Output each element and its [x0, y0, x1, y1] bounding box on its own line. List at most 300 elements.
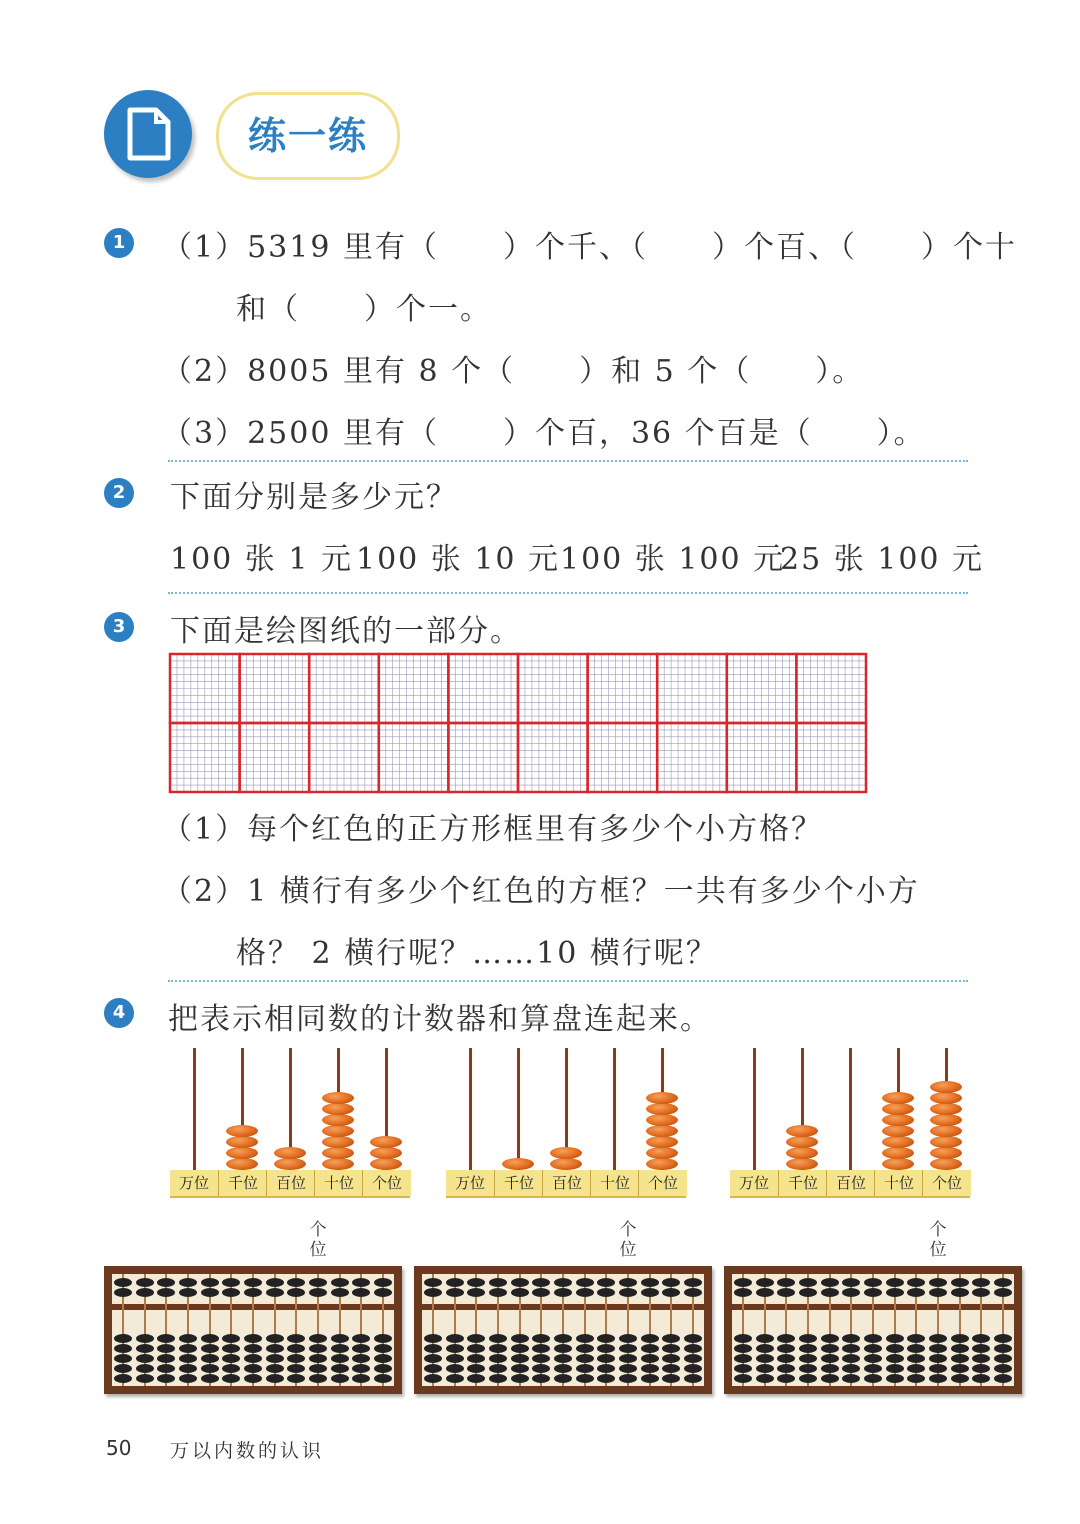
abacus-bead: [244, 1334, 262, 1343]
counter-rod: [613, 1048, 616, 1172]
abacus-bead: [929, 1344, 947, 1353]
abacus-bead: [886, 1288, 904, 1297]
abacus-bead: [576, 1374, 594, 1383]
q1-part1-line2: 和（ ）个一。: [236, 292, 492, 327]
abacus-bead: [136, 1288, 154, 1297]
abacus-bead: [201, 1354, 219, 1363]
abacus-bead: [864, 1278, 882, 1287]
abacus-bead: [619, 1334, 637, 1343]
abacus-bead: [114, 1354, 132, 1363]
abacus-bead: [662, 1354, 680, 1363]
abacus-bead: [222, 1278, 240, 1287]
abacus-bead: [734, 1344, 752, 1353]
abacus-bead: [756, 1334, 774, 1343]
abacus-bead: [951, 1288, 969, 1297]
abacus-bead: [287, 1334, 305, 1343]
abacus-bead: [374, 1354, 392, 1363]
place-label-bar: [446, 1170, 686, 1198]
place-label: 千位: [218, 1170, 267, 1196]
place-label: 万位: [170, 1170, 218, 1196]
abacus-bead: [467, 1364, 485, 1373]
abacus-bead: [309, 1334, 327, 1343]
abacus-bead: [756, 1344, 774, 1353]
abacus-bead: [576, 1344, 594, 1353]
abacus-bead: [136, 1374, 154, 1383]
place-label: 百位: [826, 1170, 875, 1196]
counter-bead: [882, 1125, 914, 1137]
abacus-label: 个位: [619, 1220, 637, 1260]
abacus-bead: [352, 1364, 370, 1373]
abacus-bead: [532, 1354, 550, 1363]
abacus-bead: [201, 1278, 219, 1287]
abacus-bead: [619, 1374, 637, 1383]
counter-bead: [226, 1158, 258, 1170]
abacus-bead: [446, 1288, 464, 1297]
counter-rod: [469, 1048, 472, 1172]
abacus-bead: [352, 1354, 370, 1363]
abacus-bead: [244, 1364, 262, 1373]
place-label: 千位: [494, 1170, 543, 1196]
abacus-bead: [554, 1334, 572, 1343]
abacus-bead: [951, 1344, 969, 1353]
abacus-bead: [799, 1334, 817, 1343]
abacus-bead: [929, 1288, 947, 1297]
counter-bead: [226, 1147, 258, 1159]
abacus-bead: [266, 1374, 284, 1383]
counter-bead: [930, 1125, 962, 1137]
abacus-bead: [777, 1278, 795, 1287]
abacus-bead: [179, 1354, 197, 1363]
abacus-bead: [136, 1364, 154, 1373]
abacus-bead: [886, 1364, 904, 1373]
abacus-bead: [424, 1374, 442, 1383]
abacus-bead: [309, 1354, 327, 1363]
counter-bead: [930, 1114, 962, 1126]
counter-bead: [786, 1147, 818, 1159]
counter-rod: [753, 1048, 756, 1172]
counter-bead: [322, 1125, 354, 1137]
abacus-bead: [511, 1364, 529, 1373]
place-label: 千位: [778, 1170, 827, 1196]
graph-paper: [168, 652, 868, 794]
abacus-bead: [662, 1278, 680, 1287]
abacus-bead: [114, 1288, 132, 1297]
header-icon: [104, 90, 192, 178]
counter: [446, 1044, 686, 1198]
abacus-bead: [972, 1354, 990, 1363]
abacus-bead: [331, 1354, 349, 1363]
counter-bead: [370, 1136, 402, 1148]
abacus-bead: [619, 1344, 637, 1353]
abacus-bead: [734, 1364, 752, 1373]
abacus-bead: [424, 1288, 442, 1297]
chapter-title: 万以内数的认识: [170, 1440, 325, 1462]
abacus-bead: [532, 1364, 550, 1373]
counter-bead: [786, 1158, 818, 1170]
abacus-bead: [929, 1278, 947, 1287]
abacus-bead: [489, 1278, 507, 1287]
abacus-bead: [114, 1374, 132, 1383]
abacus-bead: [467, 1344, 485, 1353]
abacus-bead: [489, 1288, 507, 1297]
abacus-bead: [446, 1278, 464, 1287]
abacus-bead: [554, 1278, 572, 1287]
abacus-bead: [266, 1334, 284, 1343]
abacus-bead: [201, 1344, 219, 1353]
abacus-bead: [489, 1374, 507, 1383]
abacus-bead: [576, 1334, 594, 1343]
abacus-bead: [374, 1288, 392, 1297]
abacus-bead: [799, 1374, 817, 1383]
q2-item: 100 张 10 元: [356, 542, 561, 577]
abacus-bead: [489, 1334, 507, 1343]
abacus-bead: [266, 1344, 284, 1353]
abacus-bead: [374, 1334, 392, 1343]
place-label: 百位: [542, 1170, 591, 1196]
abacus-bead: [136, 1334, 154, 1343]
abacus-bead: [244, 1278, 262, 1287]
abacus-bead: [662, 1344, 680, 1353]
abacus-bead: [532, 1334, 550, 1343]
abacus-bead: [157, 1334, 175, 1343]
abacus-bead: [994, 1278, 1012, 1287]
abacus-bead: [641, 1334, 659, 1343]
abacus-bead: [842, 1344, 860, 1353]
abacus-bead: [734, 1374, 752, 1383]
abacus-bead: [446, 1334, 464, 1343]
abacus-bead: [532, 1374, 550, 1383]
document-icon: [104, 90, 192, 178]
abacus-bead: [532, 1344, 550, 1353]
abacus-bead: [756, 1364, 774, 1373]
abacus-bead: [511, 1278, 529, 1287]
abacus-bead: [222, 1344, 240, 1353]
counter-bead: [882, 1147, 914, 1159]
abacus-bead: [446, 1344, 464, 1353]
abacus-bead: [821, 1288, 839, 1297]
q2-item: 100 张 1 元: [170, 542, 353, 577]
place-label: 万位: [446, 1170, 494, 1196]
abacus-bead: [777, 1374, 795, 1383]
abacus-bead: [287, 1374, 305, 1383]
counter-bead: [274, 1158, 306, 1170]
abacus-bead: [424, 1364, 442, 1373]
counter-bead: [882, 1158, 914, 1170]
abacus-bead: [309, 1288, 327, 1297]
counter-rod: [193, 1048, 196, 1172]
q2-item: 25 张 100 元: [780, 542, 985, 577]
question-number: 1: [104, 228, 134, 258]
abacus-bead: [467, 1278, 485, 1287]
abacus-bead: [684, 1374, 702, 1383]
q2-item: 100 张 100 元: [560, 542, 786, 577]
place-label: 十位: [874, 1170, 923, 1196]
abacus-label: 个位: [309, 1220, 327, 1260]
abacus-bead: [201, 1364, 219, 1373]
abacus-bead: [734, 1288, 752, 1297]
counter: [730, 1044, 970, 1198]
abacus-bead: [287, 1344, 305, 1353]
q1-part2: （2）8005 里有 8 个（ ）和 5 个（ ）。: [162, 354, 865, 389]
abacus-bead: [157, 1354, 175, 1363]
abacus-bead: [114, 1334, 132, 1343]
abacus-bead: [179, 1334, 197, 1343]
abacus-bead: [864, 1354, 882, 1363]
abacus-bead: [331, 1344, 349, 1353]
abacus-bead: [886, 1344, 904, 1353]
abacus-bead: [597, 1278, 615, 1287]
abacus-bead: [554, 1354, 572, 1363]
abacus-bead: [266, 1288, 284, 1297]
abacus-bead: [799, 1344, 817, 1353]
abacus-bead: [907, 1374, 925, 1383]
abacus-bead: [907, 1354, 925, 1363]
abacus-bead: [864, 1364, 882, 1373]
abacus-bead: [864, 1344, 882, 1353]
abacus-bead: [179, 1374, 197, 1383]
abacus-bead: [619, 1354, 637, 1363]
counter-bead: [786, 1136, 818, 1148]
abacus-bead: [821, 1364, 839, 1373]
abacus-bead: [309, 1364, 327, 1373]
abacus-bead: [864, 1374, 882, 1383]
q4-prompt: 把表示相同数的计数器和算盘连起来。: [168, 1002, 712, 1037]
abacus-bead: [886, 1354, 904, 1363]
abacus-bead: [994, 1334, 1012, 1343]
abacus-bead: [756, 1374, 774, 1383]
counter-bead: [930, 1136, 962, 1148]
abacus-bead: [266, 1278, 284, 1287]
abacus-bead: [331, 1278, 349, 1287]
abacus-bead: [424, 1334, 442, 1343]
abacus-bead: [331, 1334, 349, 1343]
counter-bead: [322, 1103, 354, 1115]
abacus-bead: [929, 1374, 947, 1383]
abacus-bead: [907, 1344, 925, 1353]
abacus-bead: [244, 1354, 262, 1363]
abacus-label: 个位: [929, 1220, 947, 1260]
counter-bead: [646, 1092, 678, 1104]
abacus-bead: [222, 1364, 240, 1373]
abacus-bead: [799, 1364, 817, 1373]
abacus-bead: [821, 1374, 839, 1383]
counter-bead: [646, 1136, 678, 1148]
abacus-bead: [467, 1374, 485, 1383]
abacus-bead: [309, 1278, 327, 1287]
abacus-bead: [777, 1334, 795, 1343]
counter-bead: [930, 1081, 962, 1093]
abacus: [724, 1266, 1022, 1394]
abacus-bead: [972, 1288, 990, 1297]
abacus-bead: [641, 1344, 659, 1353]
place-label-bar: [730, 1170, 970, 1198]
abacus-bead: [619, 1278, 637, 1287]
abacus-bead: [446, 1354, 464, 1363]
abacus-bead: [136, 1354, 154, 1363]
abacus-bead: [597, 1364, 615, 1373]
abacus-bead: [951, 1364, 969, 1373]
abacus-bead: [994, 1374, 1012, 1383]
abacus-bead: [641, 1278, 659, 1287]
abacus-bead: [511, 1354, 529, 1363]
abacus-bead: [201, 1334, 219, 1343]
abacus-bead: [929, 1354, 947, 1363]
abacus-bead: [864, 1288, 882, 1297]
place-label: 万位: [730, 1170, 778, 1196]
abacus-bead: [734, 1278, 752, 1287]
section-title: [216, 92, 400, 180]
abacus-bead: [352, 1288, 370, 1297]
abacus-bead: [179, 1344, 197, 1353]
abacus-bead: [842, 1288, 860, 1297]
abacus-bead: [641, 1364, 659, 1373]
abacus-bead: [136, 1278, 154, 1287]
abacus-bead: [907, 1334, 925, 1343]
abacus-bead: [929, 1364, 947, 1373]
counter-bead: [226, 1136, 258, 1148]
abacus-bead: [972, 1374, 990, 1383]
abacus-bead: [374, 1374, 392, 1383]
abacus-bead: [374, 1364, 392, 1373]
section-title-text: 练一练: [247, 113, 368, 158]
counter-bead: [882, 1092, 914, 1104]
counter-bead: [550, 1147, 582, 1159]
abacus-bead: [179, 1364, 197, 1373]
abacus-bead: [114, 1278, 132, 1287]
abacus-bead: [662, 1334, 680, 1343]
abacus-bead: [799, 1278, 817, 1287]
abacus-bead: [951, 1354, 969, 1363]
place-label: 十位: [314, 1170, 363, 1196]
abacus-bead: [222, 1334, 240, 1343]
abacus-bead: [467, 1288, 485, 1297]
page-number: 50: [106, 1436, 132, 1460]
abacus-bead: [907, 1278, 925, 1287]
counter-bead: [370, 1147, 402, 1159]
abacus-bead: [266, 1354, 284, 1363]
abacus-bead: [532, 1288, 550, 1297]
abacus-bead: [489, 1364, 507, 1373]
divider: [168, 592, 968, 594]
q2-prompt: 下面分别是多少元？: [170, 480, 458, 515]
abacus-bead: [554, 1364, 572, 1373]
abacus-bead: [309, 1374, 327, 1383]
abacus-bead: [864, 1334, 882, 1343]
abacus-bead: [201, 1288, 219, 1297]
q1-part3: （3）2500 里有（ ）个百，36 个百是（ ）。: [162, 416, 926, 451]
abacus-bead: [352, 1374, 370, 1383]
place-label: 十位: [590, 1170, 639, 1196]
counter: [170, 1044, 410, 1198]
counter-bead: [322, 1136, 354, 1148]
abacus-bead: [641, 1288, 659, 1297]
abacus-bead: [662, 1288, 680, 1297]
abacus-bead: [886, 1278, 904, 1287]
abacus-bead: [907, 1364, 925, 1373]
abacus-bead: [576, 1354, 594, 1363]
abacus-bead: [684, 1278, 702, 1287]
abacus-bead: [799, 1288, 817, 1297]
abacus-bead: [597, 1354, 615, 1363]
abacus-bead: [756, 1278, 774, 1287]
abacus-bead: [821, 1354, 839, 1363]
abacus-bead: [972, 1364, 990, 1373]
abacus-bead: [972, 1334, 990, 1343]
question-number: 4: [104, 998, 134, 1028]
counter-bead: [322, 1158, 354, 1170]
abacus-bead: [511, 1334, 529, 1343]
abacus-bead: [331, 1288, 349, 1297]
abacus-bead: [641, 1354, 659, 1363]
abacus-bead: [907, 1288, 925, 1297]
abacus-bead: [842, 1364, 860, 1373]
abacus-bead: [684, 1364, 702, 1373]
counter-bead: [646, 1114, 678, 1126]
abacus-bead: [309, 1344, 327, 1353]
abacus-bead: [662, 1364, 680, 1373]
abacus-bead: [842, 1278, 860, 1287]
abacus-bead: [994, 1354, 1012, 1363]
counter-bead: [882, 1136, 914, 1148]
abacus-bead: [157, 1374, 175, 1383]
abacus-bead: [777, 1344, 795, 1353]
abacus-bead: [684, 1334, 702, 1343]
abacus-bead: [424, 1278, 442, 1287]
abacus-bead: [136, 1344, 154, 1353]
counter-rod: [849, 1048, 852, 1172]
q3-prompt: 下面是绘图纸的一部分。: [170, 614, 522, 649]
abacus-bead: [352, 1334, 370, 1343]
abacus-bead: [756, 1354, 774, 1363]
counter-bead: [646, 1147, 678, 1159]
abacus-bead: [446, 1374, 464, 1383]
abacus: [414, 1266, 712, 1394]
counter-bead: [274, 1147, 306, 1159]
abacus-bead: [287, 1364, 305, 1373]
abacus-bead: [576, 1278, 594, 1287]
abacus: [104, 1266, 402, 1394]
abacus-bead: [467, 1354, 485, 1363]
abacus-bead: [619, 1364, 637, 1373]
abacus-bead: [799, 1354, 817, 1363]
abacus-bead: [511, 1344, 529, 1353]
abacus-bead: [222, 1354, 240, 1363]
abacus-bead: [179, 1278, 197, 1287]
abacus-bead: [777, 1364, 795, 1373]
abacus-bead: [842, 1374, 860, 1383]
place-label: 个位: [922, 1170, 971, 1196]
abacus-bead: [352, 1278, 370, 1287]
abacus-bead: [576, 1288, 594, 1297]
abacus-bead: [684, 1288, 702, 1297]
abacus-bead: [532, 1278, 550, 1287]
abacus-bead: [114, 1344, 132, 1353]
abacus-bead: [994, 1288, 1012, 1297]
abacus-bead: [951, 1374, 969, 1383]
abacus-bead: [777, 1354, 795, 1363]
counter-bead: [322, 1092, 354, 1104]
counter-bead: [646, 1158, 678, 1170]
abacus-bead: [554, 1288, 572, 1297]
abacus-bead: [641, 1374, 659, 1383]
abacus-bead: [842, 1354, 860, 1363]
abacus-bead: [619, 1288, 637, 1297]
place-label-bar: [170, 1170, 410, 1198]
abacus-bead: [244, 1344, 262, 1353]
abacus-bead: [287, 1354, 305, 1363]
place-label: 个位: [362, 1170, 411, 1196]
abacus-bead: [489, 1354, 507, 1363]
